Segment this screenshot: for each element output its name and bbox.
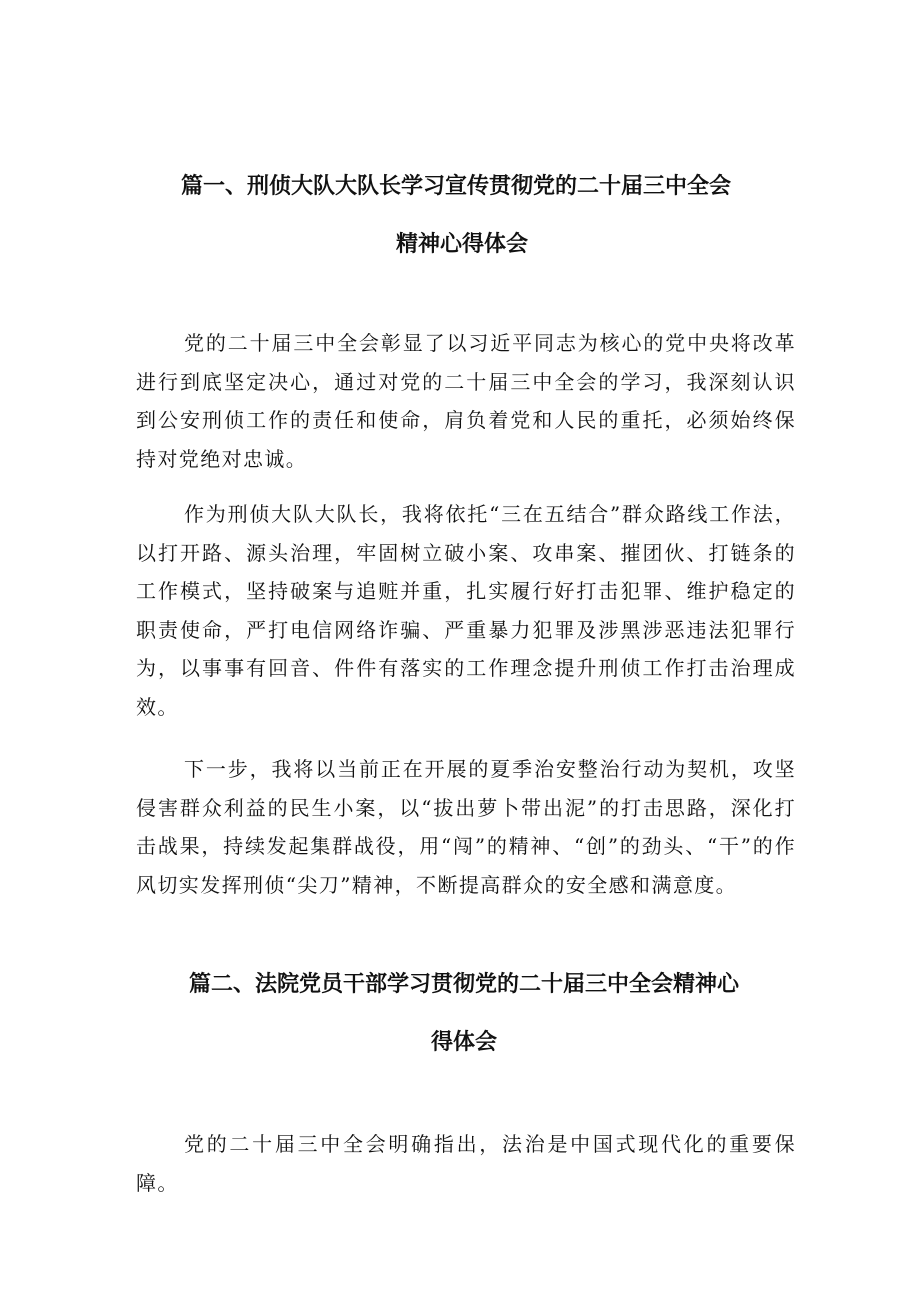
section2-title-line2: 得体会 <box>430 1030 497 1055</box>
section2-title-line1: 篇二、法院党员干部学习贯彻党的二十届三中全会精神心 <box>188 972 739 997</box>
section2-paragraph-1: 党的二十届三中全会明确指出，法治是中国式现代化的重要保障。 <box>136 1132 796 1195</box>
section1-paragraph-1: 党的二十届三中全会彰显了以习近平同志为核心的党中央将改革进行到底坚定决心，通过对党的二十届三中全会的学习，我深刻认识到公安刑侦工作的责任和使命，肩负着党和人民的重托，必须始终保持对党绝对忠诚。 <box>136 331 796 471</box>
section1-paragraph-2: 作为刑侦大队大队长，我将依托“三在五结合”群众路线工作法，以打开路、源头治理，牢固树立破小案、攻串案、摧团伙、打链条的工作模式，坚持破案与追赃并重，扎实履行好打击犯罪、维护稳定的职责使命，严打电信网络诈骗、严重暴力犯罪及涉黑涉恶违法犯罪行为，以事事有回音、件件有落实的工作理念提升刑侦工作打击治理成效。 <box>136 502 796 719</box>
section1-paragraph-3: 下一步，我将以当前正在开展的夏季治安整治行动为契机，攻坚侵害群众利益的民生小案，以“拔出萝卜带出泥”的打击思路，深化打击战果，持续发起集群战役，用“闯”的精神、“创”的劲头、“干”的作风切实发挥刑侦“尖刀”精神，不断提高群众的安全感和满意度。 <box>136 757 796 897</box>
section1-title-line2: 精神心得体会 <box>395 232 528 257</box>
section1-title-line1: 篇一、刑侦大队大队长学习宣传贯彻党的二十届三中全会 <box>180 174 731 199</box>
